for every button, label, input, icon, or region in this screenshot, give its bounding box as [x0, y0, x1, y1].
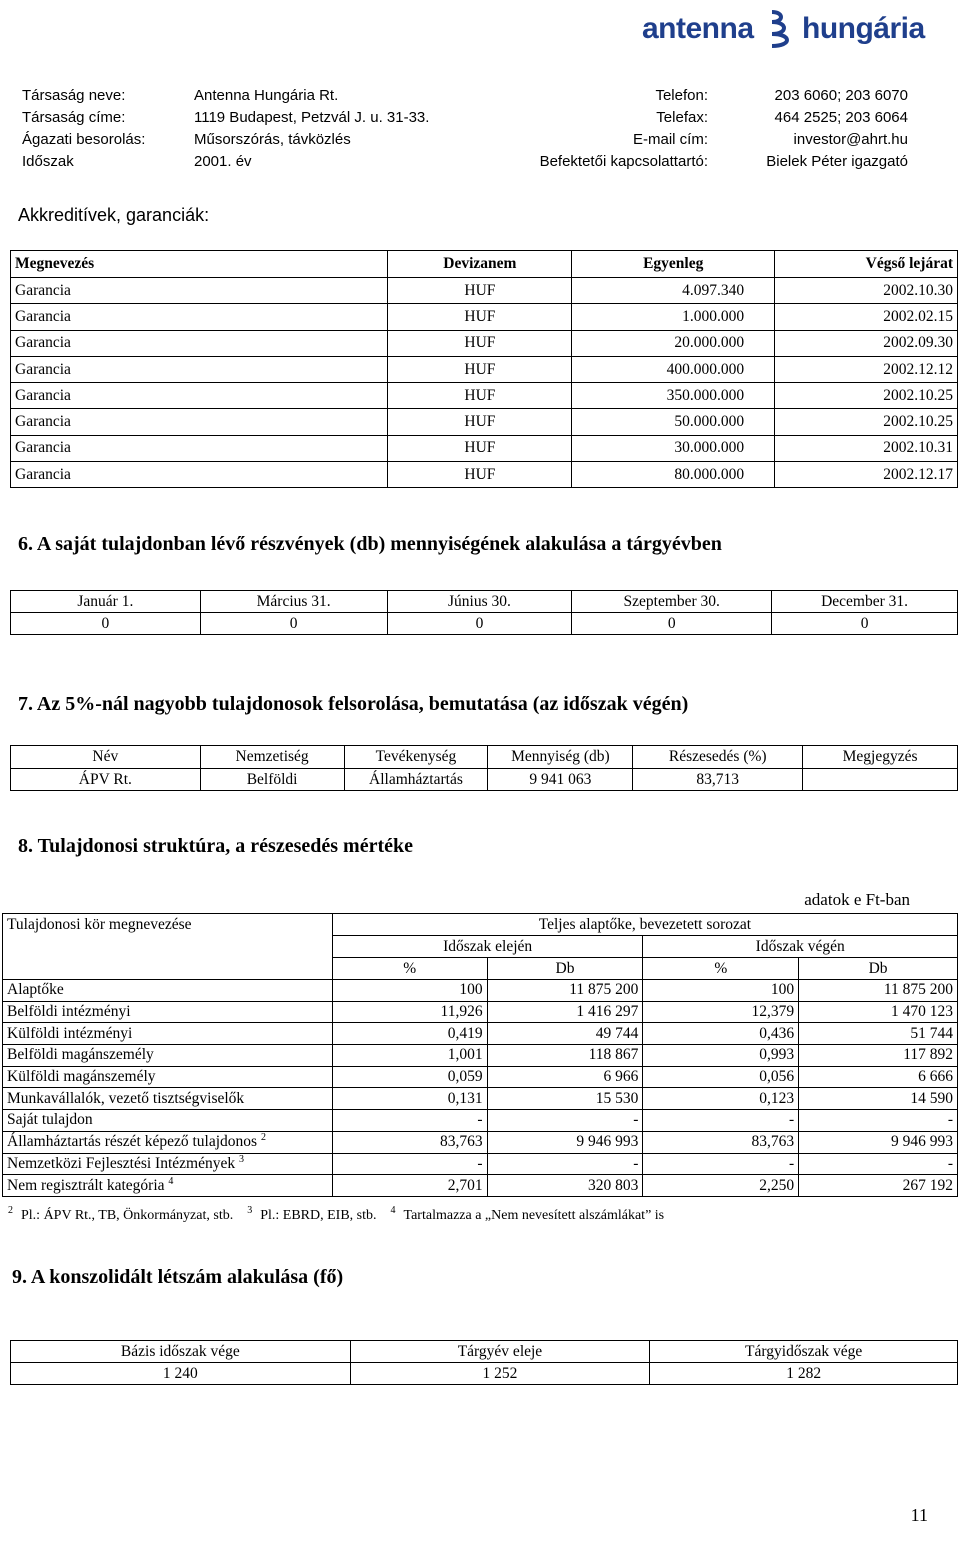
section-7-heading: 7. Az 5%-nál nagyobb tulajdonosok felsorolása, bemutatása (az időszak végén): [18, 693, 689, 715]
value-cell: 0,123: [643, 1088, 799, 1110]
period-end-header: Időszak végén: [643, 936, 958, 958]
footnote: [247, 1205, 377, 1223]
owner-name-cell: [3, 1066, 333, 1088]
footnote-marker: 4: [390, 1205, 396, 1216]
table-row: [3, 1088, 958, 1110]
table-cell: 350.000.000: [572, 383, 775, 409]
value-cell: 0,056: [643, 1066, 799, 1088]
owner-name-cell: [3, 1045, 333, 1067]
value-cell: 83,763: [643, 1131, 799, 1153]
table-cell: 50.000.000: [572, 409, 775, 435]
ownership-structure-table: [2, 913, 958, 1197]
value-cell: 11,926: [332, 1001, 487, 1023]
table-cell: 2002.09.30: [775, 330, 958, 356]
owner-name: Saját tulajdon: [7, 1111, 93, 1129]
value-cell: 0,993: [643, 1045, 799, 1067]
footnote-marker: 3: [238, 1153, 244, 1165]
logo-text-hungaria: hungária: [802, 12, 925, 45]
table-row: [11, 330, 958, 356]
value-cell: 118 867: [487, 1045, 643, 1067]
value-cell: 1 240: [11, 1363, 351, 1385]
footnote-text: Pl.: EBRD, EIB, stb.: [260, 1208, 377, 1223]
email-value[interactable]: investor@ahrt.hu: [793, 131, 908, 148]
table-cell: 1.000.000: [572, 304, 775, 330]
table-row: [3, 1131, 958, 1153]
owner-name: Államháztartás részét képező tulajdonos: [7, 1133, 258, 1151]
owner-name: Munkavállalók, vezető tisztségviselők: [7, 1089, 245, 1107]
table-cell: Garancia: [11, 304, 388, 330]
header-cell: Tevékenység: [344, 746, 488, 769]
value-cell: 1,001: [332, 1045, 487, 1067]
value-cell: 9 946 993: [799, 1131, 958, 1153]
value-cell: 2,250: [643, 1175, 799, 1197]
header-cell: Név: [11, 746, 201, 769]
table-cell: HUF: [388, 383, 572, 409]
pct-header: %: [332, 958, 487, 980]
owner-name-cell: [3, 1131, 333, 1153]
value-cell: 83,713: [633, 769, 803, 791]
footnote-marker: 2: [260, 1132, 266, 1144]
header-cell: Részesedés (%): [633, 746, 803, 769]
value-cell: 1 282: [650, 1363, 958, 1385]
owner-name-cell: [3, 1088, 333, 1110]
table-row: [11, 462, 958, 488]
table-cell: 2002.12.17: [775, 462, 958, 488]
period-start-header: Időszak elején: [332, 936, 643, 958]
company-period: 2001. év: [194, 153, 252, 170]
header-cell: Megjegyzés: [803, 746, 958, 769]
footnote-text: Tartalmazza a „Nem nevesített alszámlákat” is: [403, 1208, 665, 1223]
value-cell: 12,379: [643, 1001, 799, 1023]
header-cell: Tárgyidőszak vége: [650, 1341, 958, 1363]
owner-name: Nemzetközi Fejlesztési Intézmények: [7, 1154, 236, 1172]
db-header: Db: [799, 958, 958, 980]
group-column-header: Teljes alaptőke, bevezetett sorozat: [332, 914, 957, 936]
value-cell: -: [799, 1153, 958, 1175]
pct-header: %: [643, 958, 799, 980]
owner-name: Belföldi intézményi: [7, 1003, 131, 1021]
headcount-table: [10, 1340, 958, 1385]
value-cell: ÁPV Rt.: [11, 769, 201, 791]
footnote: [8, 1205, 234, 1223]
unit-note: adatok e Ft-ban: [804, 890, 910, 909]
header-cell: Mennyiség (db): [488, 746, 633, 769]
value-cell: 6 666: [799, 1066, 958, 1088]
table-cell: 20.000.000: [572, 330, 775, 356]
owner-name: Külföldi magánszemély: [7, 1068, 156, 1086]
value-cell: Belföldi: [200, 769, 344, 791]
value-cell: 0: [387, 613, 572, 635]
table-cell: Garancia: [11, 462, 388, 488]
table-cell: 2002.02.15: [775, 304, 958, 330]
owner-name: Alaptőke: [7, 981, 64, 999]
value-cell: 117 892: [799, 1045, 958, 1067]
table-cell: 2002.12.12: [775, 356, 958, 382]
owner-name: Nem regisztrált kategória: [7, 1176, 165, 1194]
value-cell: 11 875 200: [799, 980, 958, 1002]
major-owners-table: [10, 745, 958, 791]
table-cell: HUF: [388, 304, 572, 330]
value-cell: 1 252: [350, 1363, 650, 1385]
company-period-label: Időszak: [22, 153, 74, 170]
table-cell: Garancia: [11, 435, 388, 461]
owner-name: Belföldi magánszemély: [7, 1046, 154, 1064]
section-8-heading: 8. Tulajdonosi struktúra, a részesedés mértéke: [18, 835, 413, 857]
header-cell: Szeptember 30.: [572, 591, 772, 613]
value-cell: 9 946 993: [487, 1131, 643, 1153]
owner-name-cell: [3, 1001, 333, 1023]
footnote-text: Pl.: ÁPV Rt., TB, Önkormányzat, stb.: [21, 1208, 234, 1223]
table-cell: 2002.10.31: [775, 435, 958, 461]
table-cell: 4.097.340: [572, 278, 775, 304]
value-cell: 1 416 297: [487, 1001, 643, 1023]
guarantees-table: [10, 250, 958, 488]
table-row: [3, 1153, 958, 1175]
table-row: [3, 1045, 958, 1067]
value-cell: 0,419: [332, 1023, 487, 1045]
fax-value: 464 2525; 203 6064: [774, 109, 908, 126]
value-cell: 100: [643, 980, 799, 1002]
company-sector: Műsorszórás, távközlés: [194, 131, 351, 148]
table-row: [3, 1001, 958, 1023]
table-cell: Garancia: [11, 330, 388, 356]
owner-name-cell: [3, 980, 333, 1002]
owner-name-cell: [3, 1175, 333, 1197]
header-cell: Január 1.: [11, 591, 201, 613]
table-row: [3, 980, 958, 1002]
investor-relations-value: Bielek Péter igazgató: [766, 153, 908, 170]
value-cell: 0,059: [332, 1066, 487, 1088]
owner-name-cell: [3, 1023, 333, 1045]
table-header-row: [11, 251, 958, 278]
header-cell: Nemzetiség: [200, 746, 344, 769]
value-cell: 0: [11, 613, 201, 635]
table-cell: Garancia: [11, 356, 388, 382]
value-cell: Államháztartás: [344, 769, 488, 791]
value-cell: 51 744: [799, 1023, 958, 1045]
header-cell: Március 31.: [200, 591, 387, 613]
company-logo: [642, 6, 942, 52]
value-cell: -: [487, 1153, 643, 1175]
table-row: [11, 304, 958, 330]
header-cell: December 31.: [772, 591, 958, 613]
table-row: [3, 1066, 958, 1088]
value-cell: 2,701: [332, 1175, 487, 1197]
table-row: [11, 435, 958, 461]
value-cell: -: [799, 1110, 958, 1132]
phone-value: 203 6060; 203 6070: [774, 87, 908, 104]
table-row: [11, 409, 958, 435]
value-cell: 6 966: [487, 1066, 643, 1088]
table-cell: 30.000.000: [572, 435, 775, 461]
table-cell: Garancia: [11, 383, 388, 409]
owner-column-header: Tulajdonosi kör megnevezése: [3, 914, 333, 936]
value-cell: -: [643, 1110, 799, 1132]
table-cell: HUF: [388, 409, 572, 435]
value-cell: -: [487, 1110, 643, 1132]
header-cell: Tárgyév eleje: [350, 1341, 650, 1363]
value-cell: 15 530: [487, 1088, 643, 1110]
header-cell: Megnevezés: [11, 251, 388, 278]
logo-text-antenna: antenna: [642, 12, 754, 45]
table-cell: HUF: [388, 462, 572, 488]
guarantees-heading: Akkreditívek, garanciák:: [18, 205, 210, 225]
value-cell: 0,131: [332, 1088, 487, 1110]
value-cell: 83,763: [332, 1131, 487, 1153]
header-cell: Egyenleg: [572, 251, 775, 278]
treasury-shares-table: [10, 590, 958, 635]
table-cell: HUF: [388, 330, 572, 356]
value-cell: 11 875 200: [487, 980, 643, 1002]
value-cell: 0: [772, 613, 958, 635]
owner-name-cell: [3, 1110, 333, 1132]
table-cell: HUF: [388, 356, 572, 382]
value-cell: -: [332, 1110, 487, 1132]
owner-name-cell: [3, 1153, 333, 1175]
value-cell: 0: [200, 613, 387, 635]
owner-name: Külföldi intézményi: [7, 1024, 133, 1042]
value-cell: 0,436: [643, 1023, 799, 1045]
table-cell: 2002.10.25: [775, 383, 958, 409]
table-row: [3, 1023, 958, 1045]
value-cell: 320 803: [487, 1175, 643, 1197]
footnote: [390, 1205, 665, 1223]
footnote-marker: 3: [247, 1205, 253, 1216]
company-sector-label: Ágazati besorolás:: [22, 131, 146, 148]
header-cell: Végső lejárat: [775, 251, 958, 278]
value-cell: 49 744: [487, 1023, 643, 1045]
value-cell: -: [643, 1153, 799, 1175]
value-cell: -: [332, 1153, 487, 1175]
table-cell: HUF: [388, 435, 572, 461]
phone-label: Telefon:: [655, 87, 708, 104]
table-row: [11, 278, 958, 304]
value-cell: 100: [332, 980, 487, 1002]
section-6-heading: 6. A saját tulajdonban lévő részvények (db) mennyiségének alakulása a tárgyévben: [18, 533, 722, 555]
value-cell: 14 590: [799, 1088, 958, 1110]
table-row: [11, 356, 958, 382]
table-cell: 80.000.000: [572, 462, 775, 488]
company-name-label: Társaság neve:: [22, 87, 126, 104]
table-cell: 2002.10.30: [775, 278, 958, 304]
table-cell: Garancia: [11, 409, 388, 435]
investor-relations-label: Befektetői kapcsolattartó:: [539, 153, 708, 170]
table-cell: HUF: [388, 278, 572, 304]
header-cell: Június 30.: [387, 591, 572, 613]
company-name: Antenna Hungária Rt.: [194, 87, 339, 104]
table-cell: Garancia: [11, 278, 388, 304]
header-cell: Devizanem: [388, 251, 572, 278]
header-cell: Bázis időszak vége: [11, 1341, 351, 1363]
table-row: [11, 383, 958, 409]
footnote-marker: 4: [168, 1175, 174, 1187]
table-row: [3, 1175, 958, 1197]
footnotes: [8, 1205, 678, 1224]
email-label: E-mail cím:: [633, 131, 708, 148]
company-address-label: Társaság címe:: [22, 109, 126, 126]
value-cell: [803, 769, 958, 791]
section-9-heading: 9. A konszolidált létszám alakulása (fő): [12, 1266, 344, 1288]
table-row: [3, 1110, 958, 1132]
table-cell: 400.000.000: [572, 356, 775, 382]
db-header: Db: [487, 958, 643, 980]
value-cell: 1 470 123: [799, 1001, 958, 1023]
page-number: 11: [910, 1505, 928, 1525]
value-cell: 9 941 063: [488, 769, 633, 791]
footnote-marker: 2: [8, 1205, 13, 1216]
table-cell: 2002.10.25: [775, 409, 958, 435]
value-cell: 267 192: [799, 1175, 958, 1197]
value-cell: 0: [572, 613, 772, 635]
logo-wave-icon: [766, 8, 804, 48]
fax-label: Telefax:: [656, 109, 708, 126]
company-address: 1119 Budapest, Petzvál J. u. 31-33.: [194, 109, 430, 126]
